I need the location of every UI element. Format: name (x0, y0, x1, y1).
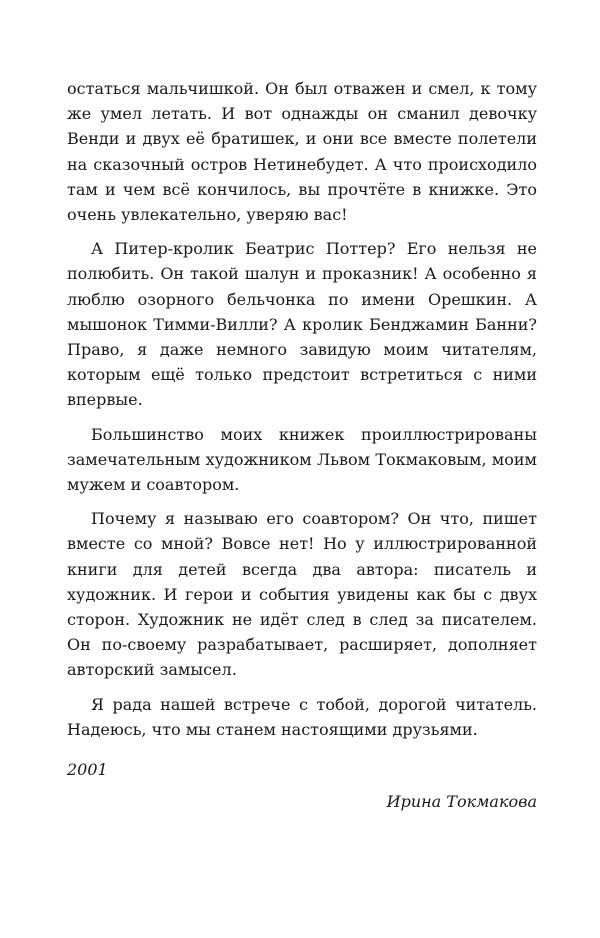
date: 2001 (67, 760, 108, 780)
paragraph-coauthor: Почему я называю его соавтором? Он что, пишет вместе со мной? Вовсе нет! Но у иллюстрированной книги для детей всегда два автора: писатель и художник. И герои и события увидены как бы с двух сторон. Художник не идёт след в след за писателем. Он по-своему разрабатывает, расширяет, дополняет авторский замысел. (67, 509, 537, 680)
paragraph-peter-rabbit: А Питер-кролик Беатрис Поттер? Его нельзя не полюбить. Он такой шалун и проказник! А особенно я люблю озорного бельчонка по имени Орешкин. А мышонок Тимми-Вилли? А кролик Бенджамин Банни? Право, я даже немного завидую моим читателям, которым ещё только предстоит встретиться с ними впервые. (67, 239, 537, 410)
author-signature: Ирина Токмакова (386, 792, 537, 812)
paragraph-continuation: остаться мальчишкой. Он был отважен и смел, к тому же умел летать. И вот однажды он сманил девочку Венди и двух её братишек, и они все вместе полетели на сказочный остров Нетинебудет. А что происходило там и чем всё кончилось, вы прочтёте в книжке. Это очень увлекательно, уверяю вас! (67, 79, 537, 225)
paragraph-illustrations: Большинство моих книжек проиллюстрированы замечательным художником Львом Токмаковым, моим мужем и соавтором. (67, 424, 537, 495)
page-body (67, 76, 537, 814)
paragraph-farewell: Я рада нашей встрече с тобой, дорогой читатель. Надеюсь, что мы станем настоящими друзьями. (67, 694, 537, 739)
